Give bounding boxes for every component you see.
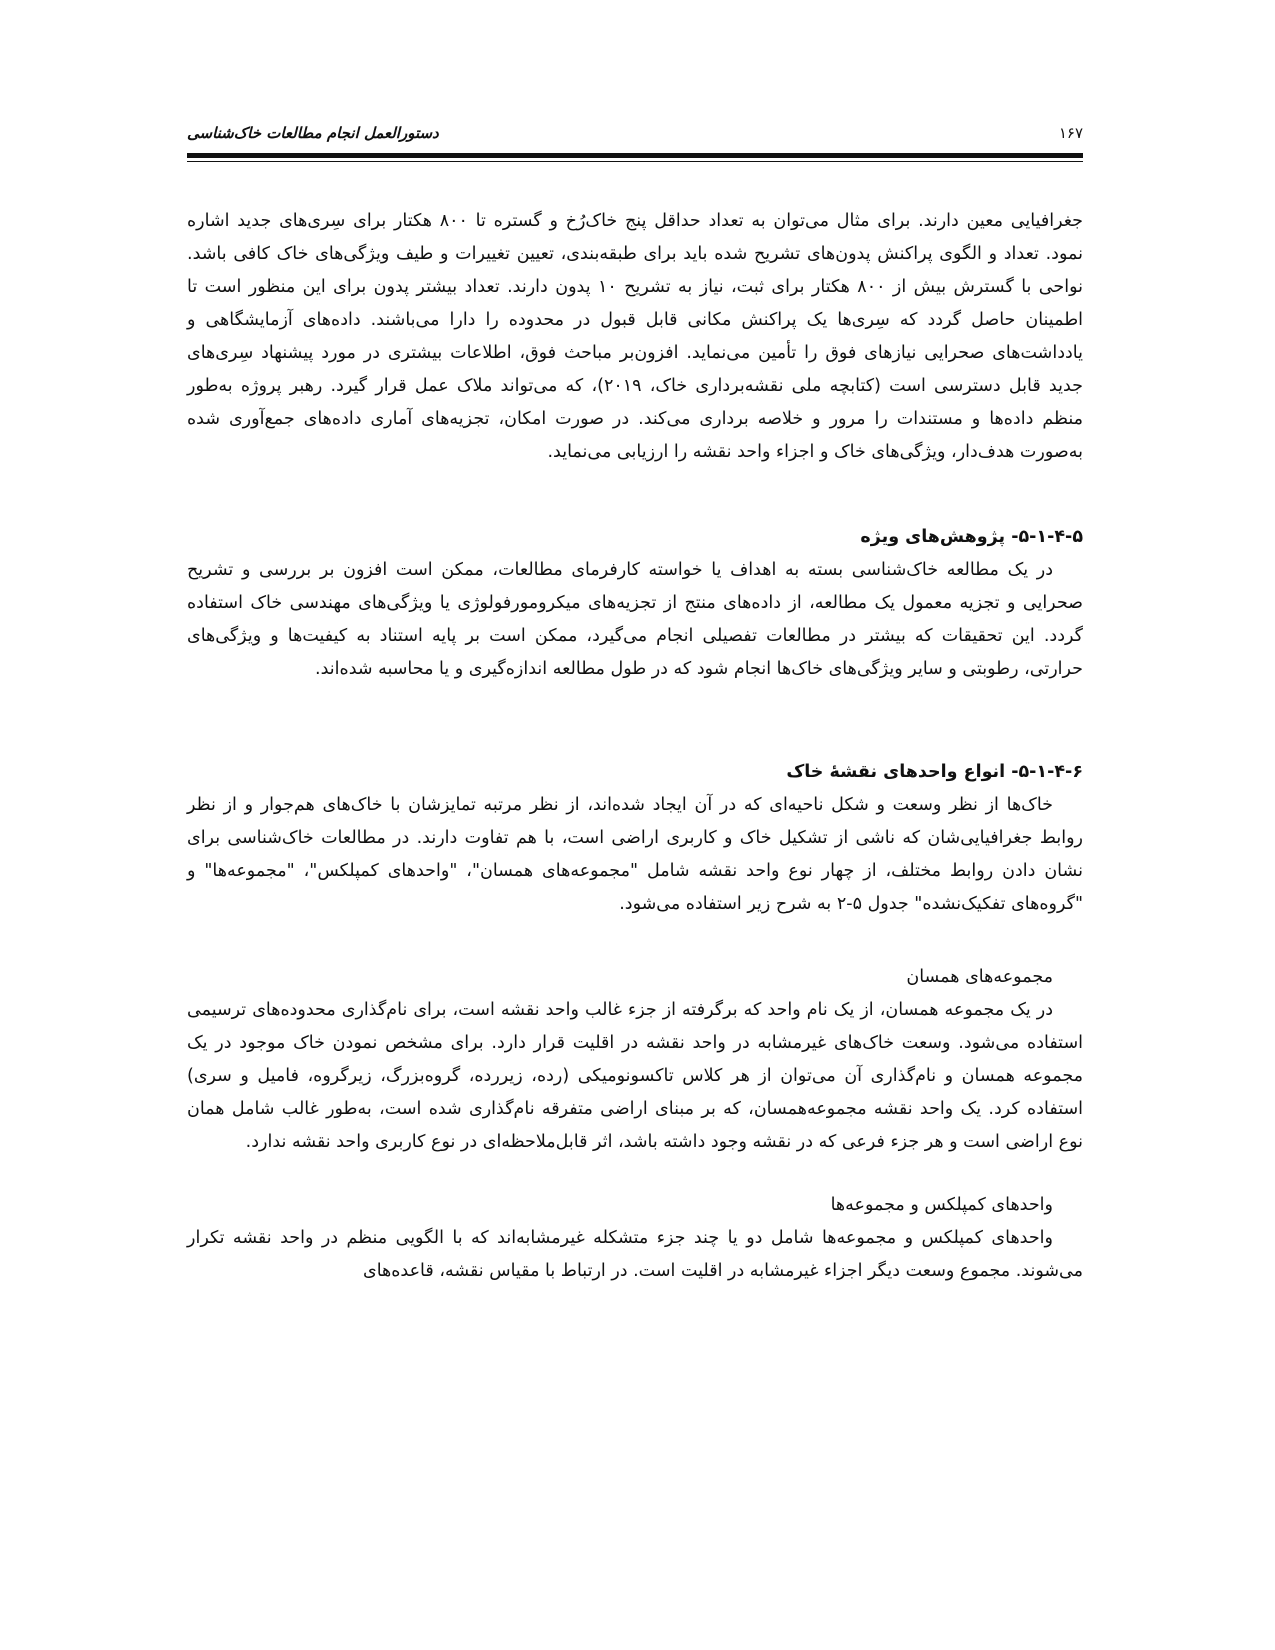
subheading-complexes-associations: واحدهای کمپلکس و مجموعه‌ها [830, 1195, 1053, 1215]
page-body [187, 205, 1083, 1288]
header-rule-thick [187, 153, 1083, 158]
paragraph-map-unit-types: خاک‌ها از نظر وسعت و شکل ناحیه‌ای که در آن ایجاد شده‌اند، از نظر مرتبه تمایزشان با خاک‌های هم‌جوار و از نظر روابط جغرافیایی‌شان که ناشی از تشکیل خاک و کاربری اراضی است، با هم تفاوت دارند. در مطالعات خاک‌شناسی برای نشان دادن روابط مختلف، از چهار نوع واحد نقشه شامل "مجموعه‌های همسان"، "واحدهای کمپلکس"، "مجموعه‌ها" و "گروه‌های تفکیک‌نشده" جدول ۵-۲ به شرح زیر استفاده می‌شود. [187, 795, 1083, 914]
page-number: ۱۶۷ [1058, 124, 1083, 142]
page-header [187, 118, 1083, 148]
paragraph-intro: جغرافیایی معین دارند. برای مثال می‌توان به تعداد حداقل پنج خاک‌رُخ و گستره تا ۸۰۰ هکتار برای سِری‌های جدید اشاره نمود. تعداد و الگوی پراکنش پدون‌های تشریح شده باید برای طبقه‌بندی، تعیین تغییرات و طیف ویژگی‌های خاک کافی باشد. نواحی با گسترش بیش از ۸۰۰ هکتار برای ثبت، نیاز به تشریح ۱۰ پدون دارند. تعداد بیشتر پدون برای این منظور است تا اطمینان حاصل گردد که سِری‌ها یک پراکنش مکانی قابل قبول در محدوده را دارا می‌باشند. داده‌های آزمایشگاهی و یادداشت‌های صحرایی نیازهای فوق را تأمین می‌نماید. افزون‌بر مباحث فوق، اطلاعات بیشتری در مورد پیشنهاد سِری‌های جدید قابل دسترسی است (کتابچه ملی نقشه‌برداری خاک، ۲۰۱۹)، که می‌تواند ملاک عمل قرار گیرد. رهبر پروژه به‌طور منظم داده‌ها و مستندات را مرور و خلاصه برداری می‌کند. در صورت امکان، تجزیه‌های آماری داده‌های جمع‌آوری شده به‌صورت هدف‌دار، ویژگی‌های خاک و اجزاء واحد نقشه را ارزیابی می‌نماید. [187, 211, 1083, 462]
header-rule-thin [187, 161, 1083, 162]
section-heading-map-unit-types: ۵-۱-۴-۶- انواع واحدهای نقشهٔ خاک [786, 762, 1083, 782]
section-heading-special-research: ۵-۱-۴-۵- پژوهش‌های ویژه [860, 527, 1083, 547]
paragraph-consociations: در یک مجموعه همسان، از یک نام واحد که برگرفته از جزء غالب واحد نقشه است، برای نام‌گذاری محدوده‌های ترسیمی استفاده می‌شود. وسعت خاک‌های غیرمشابه در واحد نقشه در اقلیت قرار دارد. برای مشخص نمودن خاک موجود در یک مجموعه همسان و نام‌گذاری آن می‌توان از هر کلاس تاکسونومیکی (رده، زیررده، گروه‌بزرگ، زیرگروه، فامیل و سری) استفاده کرد. یک واحد نقشه مجموعه‌همسان، که بر مبنای اراضی متفرقه نام‌گذاری شده است، به‌طور غالب شامل همان نوع اراضی است و هر جزء فرعی که در نقشه وجود داشته باشد، اثر قابل‌ملاحظه‌ای در نوع کاربری واحد نقشه ندارد. [187, 1000, 1083, 1152]
paragraph-special-research: در یک مطالعه خاک‌شناسی بسته به اهداف یا خواسته کارفرمای مطالعات، ممکن است افزون بر بررسی و تشریح صحرایی و تجزیه معمول یک مطالعه، از داده‌های منتج از تجزیه‌های میکرومورفولوژی یا ویژگی‌های مهندسی خاک استفاده گردد. این تحقیقات که بیشتر در مطالعات تفصیلی انجام می‌گیرد، ممکن است بر پایه استناد به کیفیت‌ها و ویژگی‌های حرارتی، رطوبتی و سایر ویژگی‌های خاک‌ها انجام شود که در طول مطالعه اندازه‌گیری و یا محاسبه شده‌اند. [187, 560, 1083, 679]
paragraph-complexes-associations: واحدهای کمپلکس و مجموعه‌ها شامل دو یا چند جزء متشکله غیرمشابه‌اند که با الگویی منظم در واحد نقشه تکرار می‌شوند. مجموع وسعت دیگر اجزاء غیرمشابه در اقلیت است. در ارتباط با مقیاس نقشه، قاعده‌های [187, 1228, 1083, 1281]
running-title: دستورالعمل انجام مطالعات خاک‌شناسی [187, 124, 439, 142]
subheading-consociations: مجموعه‌های همسان [906, 967, 1053, 987]
